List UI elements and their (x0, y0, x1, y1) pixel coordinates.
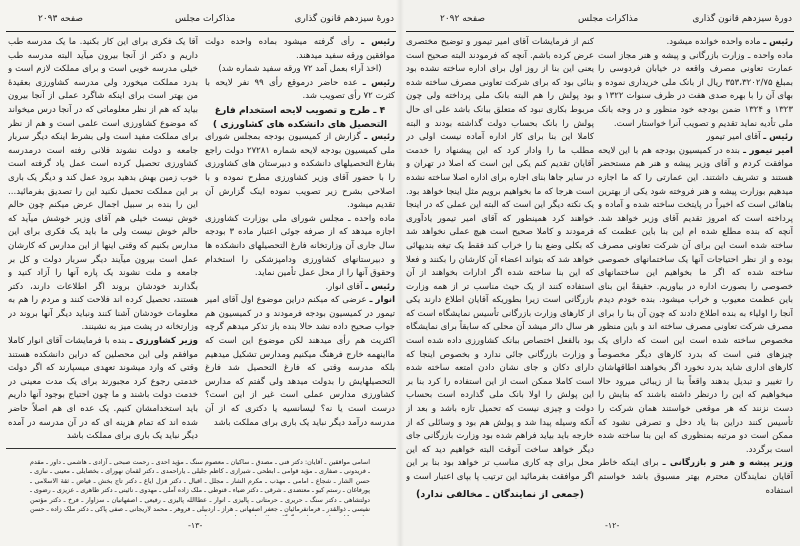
vote-note: (اخذ آراء بعمل آمد ۷۲ ورقه سفید شماره شد) (218, 64, 382, 75)
speaker: رئیس ـ (763, 132, 793, 143)
speaker: انوار ـ (369, 295, 395, 306)
session-header: دورهٔ سیزدهم قانون گذاری (692, 14, 792, 24)
left-column (8, 36, 198, 442)
speech-text: برای اینکه خاطر آقایان نمایندگان محترم بهتر مسبوق باشد خواستم استفاده (598, 458, 793, 496)
section-heading: ۴ ـ طرح و تصویب لایحه استخدام فارغ التحصیل های دانشکده های کشاورزی ) (212, 104, 388, 130)
speech-text: بنده با فرمایشات آقای انوار کاملا موافقم ولی این محصلین که دراین دانشکده هستند وقتی که وارد میشوند تعهدی میسپارند که اگر دولت خدمتی رجوع کرد مجبورند برای یک مدت معینی در خدمت دولت باشند و ما چون احتیاج بوجود آنها داریم باید استخدامشان کنیم. یک عده ای هم اصلاً حاضر شده اند که تمام هزینه ای که در آن مدرسه در آمده دیگر نباید یک باری برای مملکت باشد (8, 336, 198, 442)
page-number-header: صفحه ۲۰۹۳ (38, 14, 84, 24)
right-page (400, 0, 800, 546)
speaker: وزیر پیشه و هنر و بازرگانی ـ (662, 458, 793, 469)
speaker: وزیر کشاورزی ـ (129, 336, 198, 347)
speech-text: آقای انوار. (325, 281, 363, 292)
paragraph: آقا یک فکری برای این کار بکنید. ما یک مدرسه طب داریم و دکتر از آنجا بیرون میآید البته مدرسه طب خیلی مدرسه خوبی است و برای مملکت لازم است و بدرد مملکت میخورد ولی مدرسه کشاورزی بعقیدهٔ من بهتر است برای اینکه شاگرد عملی از آنجا بیرون بیاید که هم از نظر معلوماتی که در آنجا درس میخواند که موضوع کشاورزی است علمی است و هم از نظر برای مملکت مفید است ولی بشرط اینکه دیگر سربار جامعه و دولت نشوند فلانی رفته است درمدرسه کشاورزی تحصیل کرده است عمل یاد گرفته است خوب زمین بهش بدهید برود عمل کند و دیگر یک باری بر این مملکت تحمیل نکنید این را تصدیق بفرمائید... این را بنده بر سبیل اجمال عرض میکنم چون حالم خوش نیست خیلی هم آقای وزیر خوشش میآید که حالم خوش نیست ولی ما باید یک فکری برای این مدارس بکنیم که وقتی اینها از این مدارس که کارشان عمل است بیرون میآیند دیگر سربار دولت و کل بر جامعه و ملت نشوند یک پاره آنها را آزاد کنید و بگذارند خودشان بروند اگر اطلاعات دارند، دکتر هستند، تحصیل کرده اند فلاحت کنند و مردم را هم به معلومات خودشان آشنا کنند ونباید دیگر آنها بروند در وزارتخانه در پشت میز به نشینند. (8, 37, 198, 333)
paragraph: کنم از فرمایشات آقای امیر تیمور و توضیح مختصری عرض کرده باشم. آنچه که فرمودند البته صحیح است یعنی این بنا از روز اول برای اداره ساخته نشده بود بنائی بود که برای شرکت تعاونی مصرف ساخته شده بود پولش را هم البته بانک ملی پرداخته ولی چون مربوط بکاری نبود که متعلق ببانک باشد علی ای حال پولش را بانک بحساب دولت گذاشته بودند و البته کاملا این بنا برای کار اداره آماده نیست اولی در مطلب ما را وادار کرد که این پیشنهاد را خدمت آقایان تقدیم کنم یکی این است که اصلا در تهران و در سایر جاها بنای اجاره برای اداره اصلا ساخته نشده است هرجا که ما بخواهیم برویم مثل اینجا خواهد بود. یک نکته دیگر این است که البته این عملی که در اینجا خواهند کرد همینطور که آقای امیر تیمور یادآوری فرمودند و کاملا صحیح است هیچ عملی نخواهد شد که بکلی وضع بنا را خراب کند فقط یک تیغه بندیهائی خواهد شد که بتواند اعضاء آن کارشان را بکنند و فعلا که این بنا ساخته شده اگر ادارات بخواهند از آن استفاده کنند از یک حیث مناسب تر از همه وزارت بازرگانی است زیرا بطوریکه آقایان اطلاع دارند یکی از کارهای وزارت بازرگانی تأسیس نمایشگاه است که هر سال دائر میشد آن محلی که سابقاً برای نمایشگاه بود بالفعل اختصاص ببانک کشاورزی داده شده است و وزارت بازرگانی جائی ندارد و بخصوص اینجا که دارای دکان و جای نشان دادن امتعه ساخته شده است کاملا ممکن است از این استفاده را کرد بنا بر این پولش را اولا بانک ملی گذارده است بحساب دولت و چیزی نیست که تحمیل تازه باشد و بعد از آنکه وسیله پیدا شد و پولش هم بود و وسائلی که از خارجه باید بیاید فراهم شده بود وزارت بازرگانی جای دیگر خواهد ساخت آنوقت البته خواهیم دید که این محل برای چه کاری مناسب تر خواهد بود بنا بر این اگر موافقت بفرمائید این ترتیب پا بپای اعتبار است و (406, 37, 594, 482)
speech-text: آقای امیر تیمور (706, 132, 761, 143)
article-text: ماده واحده ـ مجلس شورای ملی بوزارت کشاورزی اجازه میدهد که از صرفه جوئی اعتبار ماده ۳ بودجه سال جاری آن وزارتخانه فارغ التحصیلهای دانشکده ها و دبیرستانهای کشاورزی ودامپزشکی را استخدام وحقوق آنها را از محل عمل تأمین نماید. (205, 213, 395, 279)
header-rule (406, 31, 794, 32)
speaker: رئیس ـ (362, 77, 395, 88)
right-column (598, 36, 793, 518)
speech-text: رأی گرفته میشود بماده واحده دولت موافقین ورقه سفید میدهند. (205, 37, 395, 61)
right-column (205, 36, 395, 442)
members-remark: (جمعی از نمایندگان ـ مخالفی ندارد) (416, 489, 584, 500)
page-number-header: صفحه ۲۰۹۲ (440, 14, 486, 24)
paragraph (205, 77, 395, 104)
speech-text: عرضی که میکنم دراین موضوع اول آقای امیر تیمور در کمیسیون بودجه فرمودند و در کمیسیون هم جواب صحیح داده نشد حالا بنده باز تذکر میدهم گرچه اکثریت هم رأی میدهند لکن موضوع این است که مااینهمه خارج فرهنگ میکنیم ومدارس تشکیل میدهیم بلکه مدرسه وقتی که فارغ التحصیل شد فارغ التحصیلهایش را بدولت میدهد ولی گفتم که مدارس کشاورزی مدارس عملی است غیر از این است؟ درست است یا نه؟ لیسانسیه یا دکتری که از آن مدرسه درآمد دیگر نباید یک باری برای مملکت باشد (205, 295, 395, 428)
speaker: رئیس ـ (364, 132, 395, 143)
footnote-voters: اسامی موافقین ـ آقایان: دکتر فنی ـ مصدق ـ ساکیان ـ معصوم سنگ ـ مؤید احدی ـ رحمت صبحی ـ آزادی ـ هاشمی ـ داور ـ مقدم ـ فریدونی ـ صفاری ـ مؤید قوامی ـ ابطحی ـ شیرازی ـ کاظم جلیلی ـ یاراحمدی ـ دکتر لقمان نهورای ـ بخضایلی ـ معینی ـ نبازی ـ حسن الشار ـ شجاع ـ امامی ـ مهذب ـ مکرم الشار ـ مجلل ـ اقبال ـ دکتر قزل ایاغ ـ دکتر تاج بخش ـ فیاض ـ ثقة الاسلامی ـ پورفاغان ـ رستم کیو ـ معتضدی ـ شرقی ـ دکتر ضیاء ـ قنوطی ـ ملک زاده آملی ـ مهدوی ـ نائینی ـ دکتر طاهری ـ عزیزی ـ رضوی ـ دولتشاهی ـ دکتر سنگ ـ حریری ـ حرمتانی ـ پالیزی ـ انوار ـ عطاالله پالیزی ـ رفیعی ـ اصفهانیان ـ سزاوار ـ فرخ ـ دکتر مؤتمن نفیسی ـ ذوالقدر ـ فرمانفرمائیان ـ جعفر اصفهانی ـ هراز ـ اردبیلی ـ فروهر ـ محمد لاریجانی ـ صفی پاکی ـ دکتر ملک زاده ـ حسن (30, 458, 370, 514)
speaker: رئیس ـ (365, 281, 395, 292)
paragraph (8, 335, 198, 442)
session-header: دورهٔ سیزدهم قانون گذاری (294, 14, 394, 24)
footnote-rule (6, 448, 396, 449)
speaker: امیر تیمور ـ (743, 145, 793, 156)
journal-title: مذاکرات مجلس (175, 14, 236, 24)
paragraph (598, 131, 793, 145)
speaker: رئیس ـ (763, 37, 793, 47)
speech-text: گزارش از کمیسیون بودجه بمجلس شورای ملی کمیسیون بودجه لایحه شماره ۲۷۲۸۱ دولت راجع بفارغ التحصیلهای دانشکده و دبیرستان های کشاورزی را با حضور آقای وزیر کشاورزی مطرح نموده و با اصلاحی بشرح زیر تصویب نموده اینک گزارش آن تقدیم میشود. (205, 132, 395, 211)
paragraph (205, 36, 395, 63)
header-rule (6, 31, 396, 32)
article-text: ماده واحده ـ وزارت بازرگانی و پیشه و هنر مجاز است عمارت تعاونی مصرف واقعه در خیابان فردوسی را بمبلغ ۳۵۳،۳۲۰۲/۷۵ ریال از بانک ملی خریداری نموده و بهای آن را با بهره صدی هفت در ظرف سنوات ۱۳۲۲ و ۱۳۲۳ و ۱۳۲۴ ضمن بودجه خود منظور و در وجه بانک ملی تأدیه نماید تقدیم و تصویب آنرا خواستار است. (598, 50, 793, 129)
left-column (406, 36, 594, 484)
journal-title: مذاکرات مجلس (578, 14, 639, 24)
speaker: رئیس ـ (361, 37, 395, 47)
speech-text: بنده در کمیسیون بودجه هم با این لایحه موافقت کردم و آقای وزیر پیشه و هنر هم مستحضر هستند و تشریف داشتند. این عمارتی را که ما اجازه میدهیم بوزارت پیشه و هنر فروخته شود یکی از بهترین بناهائی است که اخیراً در پایتخت ساخته شده و آماده و پرداخته است که امروز تقدیم آقای وزیر خواهد شد. آنچه که بنده مطلع شده ام این بنا باین عظمت که ساخته شده است این برای آن شرکت تعاونی مصرف بوده و از نظر احتیاجات آنها یک ساختمانهای خصوصی ساخته شده که اگر ما بخواهیم این ساختمانهای خصوصی را بصورت اداره در بیاوریم. حقیقةً این بنای باین عظمت معیوب و خراب میشود. بنده خودم دیدم آنجا را اولیاء به بنده اطلاع دادند که چون آن بنا را برای مصرف شرکت تعاونی مصرف ساخته اند و باین منظور مخصوص ساخته شده است این است که دارای یک چیزهای فنی است که بدرد کارهای دیگر مخصوصاً کارهای اداری شاید بدرد نخورد اگر بخواهند اطاقهاشان را تغییر و تبدیل بدهند واقعاً بنا از زیبائی میرود حالا میخواهیم که این را درنظر داشته باشند که بنایش را دست نزنند که هر موقعی خواستند همان شرکت را تأسیس کنند دراین بنا یاد دخل و تصرفی نشود که ممکن است دو مرتبه بمنظوری که این بنا ساخته شده است برگردد. (598, 145, 793, 455)
page-marker: -۱۲- (605, 521, 620, 530)
paragraph (205, 294, 395, 430)
speech-text: عده حاضر درموقع رأی ۹۹ نفر لایحه با کثرت ۷۲ رأی تصویب شد. (205, 77, 395, 102)
speech-text: ماده واحده خوانده میشود. (666, 37, 761, 47)
paragraph (598, 145, 793, 458)
paragraph (205, 281, 395, 295)
paragraph (205, 131, 395, 213)
paragraph (598, 457, 793, 498)
book-gutter (396, 0, 404, 546)
page-marker: -۱۳- (188, 521, 203, 530)
paragraph (598, 36, 793, 50)
